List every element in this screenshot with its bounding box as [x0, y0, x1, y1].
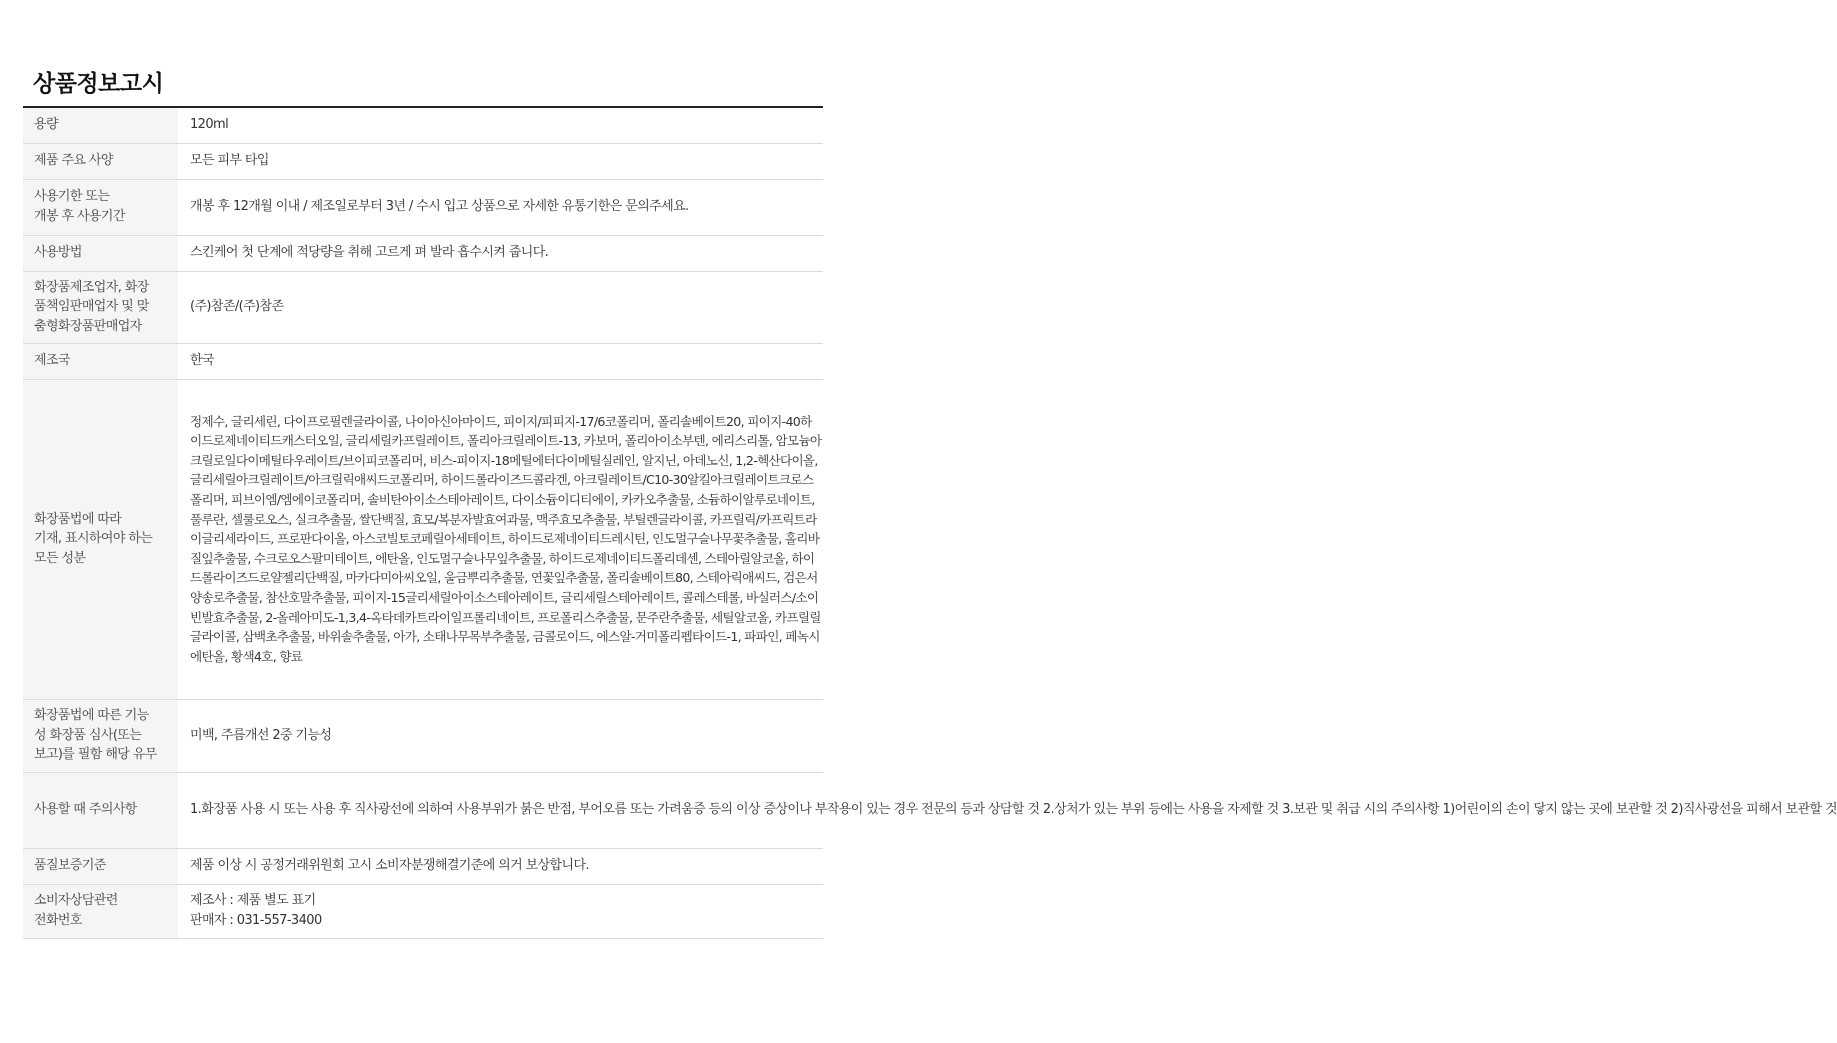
row-value: 미백, 주름개선 2중 기능성 — [178, 699, 823, 772]
info-row-usage — [23, 235, 823, 271]
row-value: 개봉 후 12개월 이내 / 제조일로부터 3년 / 수시 입고 상품으로 자세한 유통기한은 문의주세요. — [178, 179, 823, 235]
product-info-table — [23, 108, 1837, 939]
row-value: 제조사 : 제품 별도 표기 판매자 : 031-557-3400 — [178, 884, 823, 938]
row-value: 제품 이상 시 공정거래위원회 고시 소비자분쟁해결기준에 의거 보상합니다. — [178, 848, 823, 884]
info-row-main-spec — [23, 143, 823, 179]
row-label: 사용방법 — [23, 235, 178, 271]
row-value — [178, 379, 823, 699]
row-value: 한국 — [178, 343, 823, 379]
row-label: 사용기한 또는 개봉 후 사용기간 — [23, 179, 178, 235]
info-row-expiry — [23, 179, 823, 235]
info-row-capacity — [23, 108, 823, 143]
row-label: 화장품제조업자, 화장 품책임판매업자 및 맞 춤형화장품판매업자 — [23, 271, 178, 343]
row-label: 품질보증기준 — [23, 848, 178, 884]
info-row-ingredients — [23, 379, 823, 699]
row-value: 120ml — [178, 108, 823, 143]
row-label: 제조국 — [23, 343, 178, 379]
row-label: 사용할 때 주의사항 — [23, 772, 178, 848]
row-label: 화장품법에 따른 기능 성 화장품 심사(또는 보고)를 필함 해당 유무 — [23, 699, 178, 772]
row-value: 1.화장품 사용 시 또는 사용 후 직사광선에 의하여 사용부위가 붉은 반점, 부어오름 또는 가려움증 등의 이상 증상이나 부작용이 있는 경우 전문의 등과 상담할 것 2.상처가 있는 부위 등에는 사용을 자제할 것 3.보관 및 취급 시의 주의사항 1)어린이의 손이 닿지 않는 곳에 보관할 것 2)직사광선을 피해서 보관할 것 — [178, 772, 823, 848]
info-row-manufacturer — [23, 271, 823, 343]
info-row-country — [23, 343, 823, 379]
row-label: 소비자상담관련 전화번호 — [23, 884, 178, 938]
info-row-quality — [23, 848, 823, 884]
row-label: 용량 — [23, 108, 178, 143]
row-value: 모든 피부 타입 — [178, 143, 823, 179]
info-row-contact — [23, 884, 823, 938]
ingredients-text: 정제수, 글리세린, 다이프로필렌글라이콜, 나이아신아마이드, 피이지/피피지-17/6코폴리머, 폴리솔베이트20, 피이지-40하이드로제네이티드캐스터오일, 글리세릴카프릴레이트, 폴리아크릴레이트-13, 카보머, 폴리아이소부텐, 에리스리톨, 암모늄아크릴로일다이메틸타우레이트/브이피코폴리머, 비스-피이지-18메틸에터다이메틸실레인, 알지닌, 아데노신, 1,2-헥산다이올, 글리세릴아크릴레이트/아크릴릭애씨드코폴리머, 하이드롤라이즈드콜라겐, 아크릴레이트/C10-30알킬아크릴레이트크로스폴리머, 피브이엠/엠에이코폴리머, 솔비탄아이소스테아레이트, 다이소듐이디티에이, 카카오추출물, 소듐하이알루로네이트, 풀루란, 셀룰로오스, 실크추출물, 쌀단백질, 효모/복분자발효여과물, 맥주효모추출물, 부틸렌글라이콜, 카프릴릭/카프릭트라이글리세라이드, 프로판다이올, 아스코빌토코페릴아세테이트, 하이드로제네이티드레시틴, 인도멀구슬나무꽃추출물, 홀리바질잎추출물, 수크로오스팔미테이트, 에탄올, 인도멀구슬나무잎추출물, 하이드로제네이티드폴리데센, 스테아릴알코올, 하이드롤라이즈드로얄젤리단백질, 마카다미아씨오일, 울금뿌리추출물, 연꽃잎추출물, 폴리솔베이트80, 스테아릭애씨드, 검은서양송로추출물, 참산호말추출물, 피이지-15글리세릴아이소스테아레이트, 글리세릴스테아레이트, 콜레스테롤, 바실러스/소이빈발효추출물, 2-올레아미도-1,3,4-옥타데카트라이일프롤리네이트, 프로폴리스추출물, 문주란추출물, 세틸알코올, 카프릴릴글라이콜, 삼백초추출물, 바위솔추출물, 아가, 소태나무목부추출물, 금콜로이드, 에스알-거미폴리펩타이드-1, 파파인, 페녹시에탄올, 황색4호, 향료 — [190, 413, 822, 664]
row-label: 화장품법에 따라 기재, 표시하여야 하는 모든 성분 — [23, 379, 178, 699]
row-label: 제품 주요 사양 — [23, 143, 178, 179]
info-row-precautions — [23, 772, 823, 848]
info-row-functional — [23, 699, 823, 772]
section-title: 상품정보고시 — [33, 71, 164, 97]
row-value: (주)참존/(주)참존 — [178, 271, 823, 343]
row-value: 스킨케어 첫 단계에 적당량을 취해 고르게 펴 발라 흡수시켜 줍니다. — [178, 235, 823, 271]
